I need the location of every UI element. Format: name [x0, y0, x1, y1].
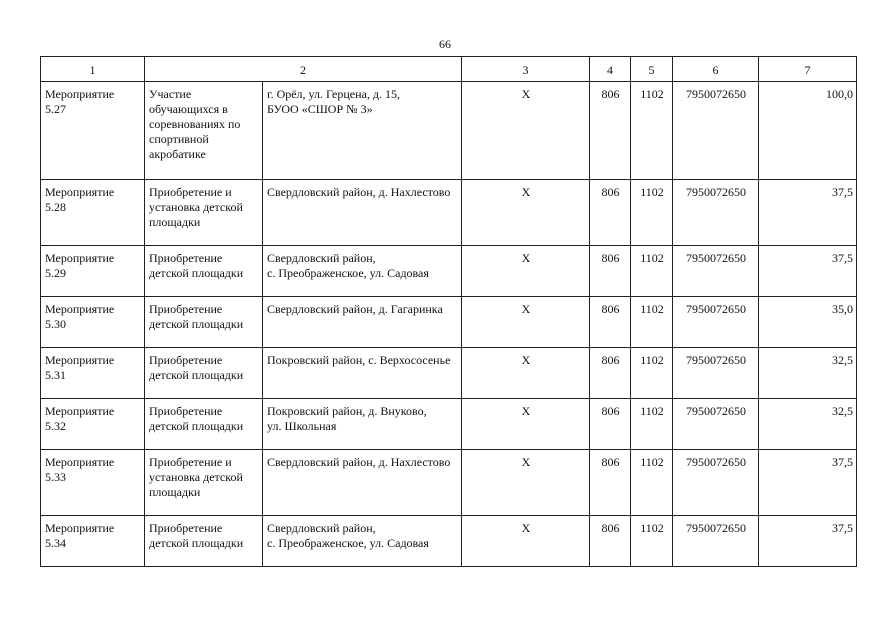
- location-cell-line: Свердловский район, д. Гагаринка: [267, 302, 443, 316]
- target-code-cell: 7950072650: [673, 297, 759, 348]
- header-cell: 2: [145, 57, 462, 82]
- description-cell-line: Приобретение: [149, 302, 223, 316]
- event-cell: [41, 348, 145, 399]
- location-cell-line: БУОО «СШОР № 3»: [267, 102, 373, 116]
- description-cell-line: Участие: [149, 87, 192, 101]
- table-row: [41, 450, 857, 516]
- location-cell-line: г. Орёл, ул. Герцена, д. 15,: [267, 87, 400, 101]
- event-cell-line: 5.28: [45, 200, 66, 214]
- description-cell-line: спортивной: [149, 132, 209, 146]
- event-cell-line: 5.30: [45, 317, 66, 331]
- location-cell-line: Свердловский район, д. Нахлестово: [267, 455, 451, 469]
- mark-cell: Х: [462, 399, 590, 450]
- target-code-cell: 7950072650: [673, 348, 759, 399]
- event-cell: [41, 297, 145, 348]
- event-cell: [41, 246, 145, 297]
- event-cell-line: Мероприятие: [45, 87, 115, 101]
- location-cell-line: с. Преображенское, ул. Садовая: [267, 266, 429, 280]
- section-cell: 1102: [631, 180, 673, 246]
- code-cell: 806: [590, 516, 631, 567]
- code-cell: 806: [590, 297, 631, 348]
- amount-cell: 32,5: [759, 348, 857, 399]
- mark-cell: Х: [462, 82, 590, 180]
- section-cell: 1102: [631, 82, 673, 180]
- description-cell-line: площадки: [149, 215, 201, 229]
- header-cell: 7: [759, 57, 857, 82]
- amount-cell: 32,5: [759, 399, 857, 450]
- target-code-cell: 7950072650: [673, 450, 759, 516]
- mark-cell: Х: [462, 297, 590, 348]
- header-row: [41, 57, 857, 82]
- section-cell: 1102: [631, 246, 673, 297]
- location-cell-line: Покровский район, д. Внуково,: [267, 404, 427, 418]
- description-cell-line: детской площадки: [149, 368, 244, 382]
- section-cell: 1102: [631, 399, 673, 450]
- location-cell-line: Свердловский район, д. Нахлестово: [267, 185, 451, 199]
- event-cell-line: Мероприятие: [45, 404, 115, 418]
- event-cell: [41, 450, 145, 516]
- event-cell-line: Мероприятие: [45, 353, 115, 367]
- description-cell-line: детской площадки: [149, 317, 244, 331]
- amount-cell: 37,5: [759, 516, 857, 567]
- target-code-cell: 7950072650: [673, 516, 759, 567]
- event-cell: [41, 180, 145, 246]
- code-cell: 806: [590, 82, 631, 180]
- table-row: [41, 516, 857, 567]
- description-cell-line: Приобретение и: [149, 185, 232, 199]
- location-cell: [263, 450, 462, 516]
- event-cell: [41, 516, 145, 567]
- amount-cell: 37,5: [759, 246, 857, 297]
- header-cell: 5: [631, 57, 673, 82]
- description-cell: [145, 348, 263, 399]
- target-code-cell: 7950072650: [673, 180, 759, 246]
- description-cell: [145, 82, 263, 180]
- description-cell-line: детской площадки: [149, 536, 244, 550]
- description-cell-line: Приобретение: [149, 353, 223, 367]
- description-cell-line: установка детской: [149, 470, 243, 484]
- description-cell: [145, 516, 263, 567]
- section-cell: 1102: [631, 348, 673, 399]
- table-row: [41, 180, 857, 246]
- event-cell: [41, 82, 145, 180]
- location-cell-line: ул. Школьная: [267, 419, 337, 433]
- location-cell-line: Свердловский район,: [267, 251, 376, 265]
- location-cell: [263, 246, 462, 297]
- location-cell-line: Покровский район, с. Верхососенье: [267, 353, 451, 367]
- mark-cell: Х: [462, 180, 590, 246]
- location-cell: [263, 399, 462, 450]
- location-cell: [263, 516, 462, 567]
- table-row: [41, 246, 857, 297]
- event-cell-line: 5.29: [45, 266, 66, 280]
- description-cell: [145, 399, 263, 450]
- budget-table: [40, 56, 857, 567]
- table-row: [41, 399, 857, 450]
- event-cell-line: 5.33: [45, 470, 66, 484]
- mark-cell: Х: [462, 450, 590, 516]
- header-cell: 4: [590, 57, 631, 82]
- description-cell: [145, 180, 263, 246]
- code-cell: 806: [590, 246, 631, 297]
- description-cell: [145, 246, 263, 297]
- event-cell-line: 5.27: [45, 102, 66, 116]
- code-cell: 806: [590, 399, 631, 450]
- location-cell: [263, 82, 462, 180]
- code-cell: 806: [590, 450, 631, 516]
- location-cell: [263, 348, 462, 399]
- description-cell-line: Приобретение: [149, 251, 223, 265]
- event-cell-line: Мероприятие: [45, 455, 115, 469]
- page-number: 66: [439, 37, 451, 51]
- description-cell-line: обучающихся в: [149, 102, 228, 116]
- event-cell-line: Мероприятие: [45, 521, 115, 535]
- amount-cell: 37,5: [759, 180, 857, 246]
- description-cell-line: акробатике: [149, 147, 206, 161]
- mark-cell: Х: [462, 246, 590, 297]
- section-cell: 1102: [631, 516, 673, 567]
- event-cell-line: Мероприятие: [45, 185, 115, 199]
- amount-cell: 100,0: [759, 82, 857, 180]
- table-row: [41, 348, 857, 399]
- description-cell-line: детской площадки: [149, 419, 244, 433]
- mark-cell: Х: [462, 348, 590, 399]
- location-cell: [263, 297, 462, 348]
- table-row: [41, 82, 857, 180]
- header-cell: 6: [673, 57, 759, 82]
- target-code-cell: 7950072650: [673, 82, 759, 180]
- event-cell-line: Мероприятие: [45, 302, 115, 316]
- description-cell-line: детской площадки: [149, 266, 244, 280]
- event-cell-line: 5.32: [45, 419, 66, 433]
- description-cell-line: установка детской: [149, 200, 243, 214]
- description-cell-line: Приобретение: [149, 404, 223, 418]
- event-cell-line: 5.31: [45, 368, 66, 382]
- description-cell-line: Приобретение и: [149, 455, 232, 469]
- target-code-cell: 7950072650: [673, 399, 759, 450]
- event-cell: [41, 399, 145, 450]
- code-cell: 806: [590, 348, 631, 399]
- event-cell-line: 5.34: [45, 536, 66, 550]
- event-cell-line: Мероприятие: [45, 251, 115, 265]
- amount-cell: 35,0: [759, 297, 857, 348]
- location-cell-line: Свердловский район,: [267, 521, 376, 535]
- header-cell: 1: [41, 57, 145, 82]
- description-cell-line: Приобретение: [149, 521, 223, 535]
- location-cell-line: с. Преображенское, ул. Садовая: [267, 536, 429, 550]
- location-cell: [263, 180, 462, 246]
- mark-cell: Х: [462, 516, 590, 567]
- description-cell-line: соревнованиях по: [149, 117, 241, 131]
- amount-cell: 37,5: [759, 450, 857, 516]
- description-cell: [145, 297, 263, 348]
- section-cell: 1102: [631, 297, 673, 348]
- target-code-cell: 7950072650: [673, 246, 759, 297]
- table-body: [41, 82, 857, 567]
- section-cell: 1102: [631, 450, 673, 516]
- description-cell-line: площадки: [149, 485, 201, 499]
- code-cell: 806: [590, 180, 631, 246]
- header-cell: 3: [462, 57, 590, 82]
- description-cell: [145, 450, 263, 516]
- table-row: [41, 297, 857, 348]
